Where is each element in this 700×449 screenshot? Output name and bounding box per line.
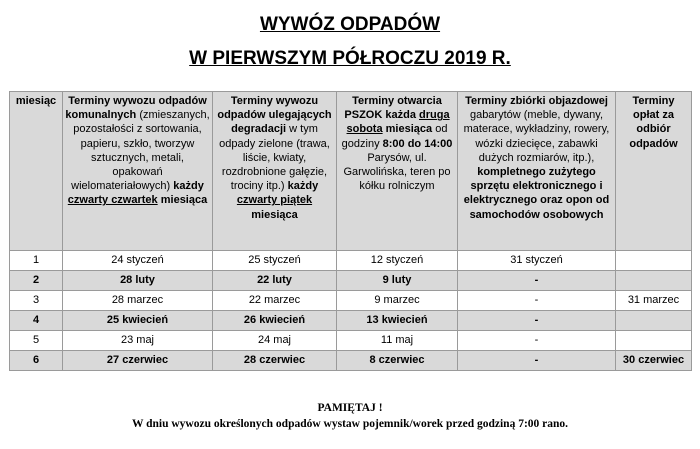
header-fees [616,92,692,251]
header-bulky [458,92,616,251]
header-bulky-desc: gabarytów (meble, dywany, materace, wykładziny, rowery, wózki dziecięce, zabawki dużych rozmiarów, itp.), [463,109,610,164]
header-bio-freq-suffix: miesiąca [251,208,298,221]
header-bio-desc: w tym odpady zielone (trawa, liście, kwiaty, rozdrobnione gałęzie, trociny itp.) [219,123,330,193]
cell-pszok: 13 kwiecień [337,311,458,331]
header-month-label: miesiąc [15,95,57,107]
header-pszok [337,92,458,251]
table-row [10,251,692,271]
cell-bio: 28 czerwiec [213,351,337,371]
cell-pszok: 9 luty [337,271,458,291]
table-row [10,351,692,371]
cell-pszok: 8 czerwiec [337,351,458,371]
cell-month: 5 [10,331,63,351]
cell-fees [616,251,692,271]
header-pszok-freq-suffix: miesiąca [385,123,433,136]
cell-month: 6 [10,351,63,371]
cell-bio: 24 maj [213,331,337,351]
header-municipal-freq-prefix: każdy [173,180,204,193]
table-row [10,331,692,351]
cell-pszok: 11 maj [337,331,458,351]
table-row [10,291,692,311]
table-row [10,271,692,291]
header-pszok-freq-day: druga sobota [346,109,450,136]
cell-month: 2 [10,271,63,291]
cell-fees [616,311,692,331]
header-pszok-hours-prefix: od godziny [341,123,448,150]
title-line-2: W PIERWSZYM PÓŁROCZU 2019 R. [189,48,511,69]
cell-bulky: - [458,271,616,291]
cell-municipal: 25 kwiecień [63,311,213,331]
cell-bio: 25 styczeń [213,251,337,271]
title-line-1: WYWÓZ ODPADÓW [259,14,441,35]
header-month [10,92,63,251]
header-municipal-desc: (zmieszanych, pozostałości z sortowania, papieru, szkło, tworzyw sztucznych, metali, opakowań wielomateriałowych) [71,109,210,193]
header-bio-freq-day: czwarty piątek [236,194,313,207]
header-row [10,92,692,251]
header-pszok-title: Terminy otwarcia PSZOK [344,95,442,122]
header-bio [213,92,337,251]
schedule-table [9,91,692,371]
cell-municipal: 23 maj [63,331,213,351]
cell-fees [616,271,692,291]
header-pszok-hours: 8:00 do 14:00 [382,137,453,150]
cell-pszok: 9 marzec [337,291,458,311]
header-bio-title: Terminy wywozu odpadów ulegających degradacji [217,95,332,136]
cell-month: 1 [10,251,63,271]
header-bulky-desc-bold: kompletnego zużytego sprzętu elektronicznego i elektrycznego oraz opon od samochodów osobowych [463,166,610,221]
cell-municipal: 28 marzec [63,291,213,311]
cell-bulky: - [458,311,616,331]
cell-bulky: 31 styczeń [458,251,616,271]
header-fees-label: Terminy opłat za odbiór odpadów [629,95,678,150]
cell-fees: 31 marzec [616,291,692,311]
header-municipal [63,92,213,251]
notice-text: W dniu wywozu określonych odpadów wystaw pojemnik/worek przed godziną 7:00 rano. [131,418,569,430]
cell-bulky: - [458,291,616,311]
header-pszok-freq-prefix: każda [385,109,416,122]
table-row [10,311,692,331]
cell-fees [616,331,692,351]
cell-month: 3 [10,291,63,311]
header-municipal-freq-suffix: miesiąca [160,194,208,207]
notice-heading: PAMIĘTAJ ! [317,402,383,414]
cell-municipal: 24 styczeń [63,251,213,271]
cell-bio: 22 marzec [213,291,337,311]
header-bio-freq-prefix: każdy [287,180,319,193]
cell-municipal: 27 czerwiec [63,351,213,371]
cell-fees: 30 czerwiec [616,351,692,371]
cell-month: 4 [10,311,63,331]
header-municipal-title: Terminy wywozu odpadów komunalnych [65,95,207,122]
cell-bio: 22 luty [213,271,337,291]
header-municipal-freq-day: czwarty czwartek [67,194,158,207]
header-pszok-place: Parysów, ul. Garwolińska, teren po kółku rolniczym [343,151,451,193]
cell-pszok: 12 styczeń [337,251,458,271]
cell-municipal: 28 luty [63,271,213,291]
header-bulky-title: Terminy zbiórki objazdowej [465,95,608,107]
cell-bulky: - [458,351,616,371]
cell-bio: 26 kwiecień [213,311,337,331]
cell-bulky: - [458,331,616,351]
